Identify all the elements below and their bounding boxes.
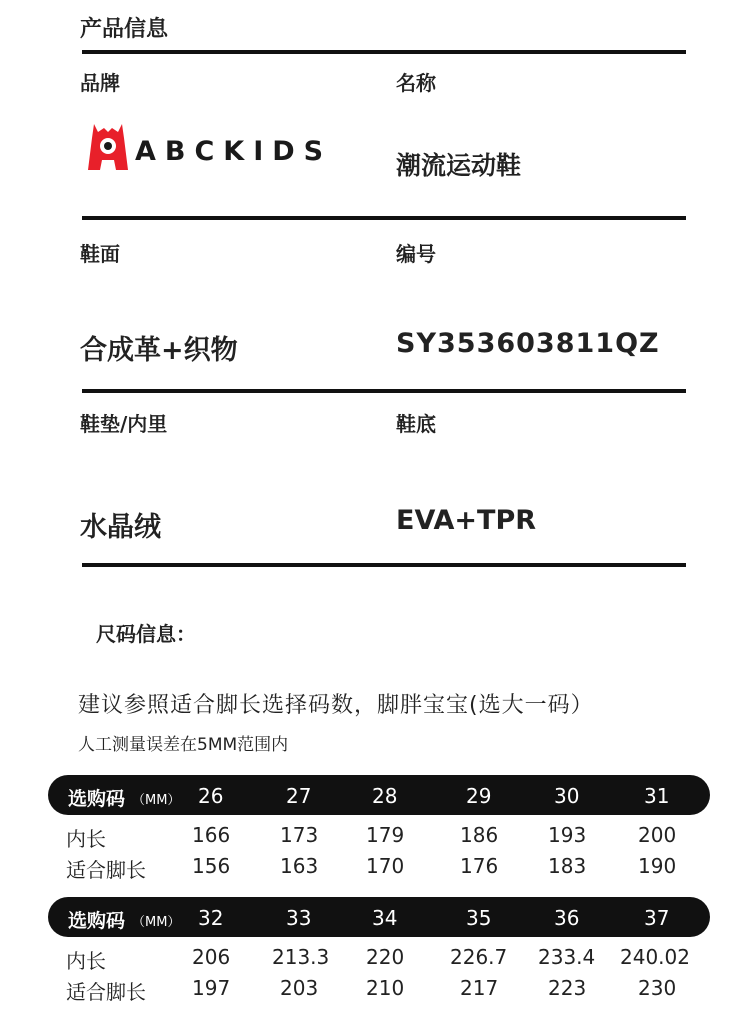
- code-label: 编号: [396, 242, 436, 266]
- inner-length-row: [48, 815, 710, 849]
- foot-length-row: [48, 849, 710, 881]
- monster-logo-icon: [84, 122, 132, 172]
- size-cell: 32: [198, 906, 224, 930]
- row-label: 适合脚长: [66, 980, 146, 1004]
- table-cell: 163: [280, 854, 319, 878]
- table-cell: 203: [280, 976, 319, 1000]
- brand-logo-text: ABCKIDS: [135, 136, 333, 167]
- table-cell: 233.4: [538, 945, 596, 969]
- row-label: 内长: [66, 949, 106, 973]
- inner-length-row: [48, 937, 710, 971]
- size-cell: 30: [554, 784, 580, 808]
- name-value: 潮流运动鞋: [396, 151, 522, 180]
- header-unit: （MM）: [132, 915, 181, 930]
- insole-label: 鞋垫/内里: [80, 412, 168, 436]
- table-cell: 176: [460, 854, 499, 878]
- insole-value: 水晶绒: [80, 512, 161, 543]
- row-label: 内长: [66, 827, 106, 851]
- table-cell: 183: [548, 854, 587, 878]
- table-cell: 226.7: [450, 945, 508, 969]
- table-cell: 197: [192, 976, 231, 1000]
- size-cell: 27: [286, 784, 312, 808]
- size-cell: 29: [466, 784, 492, 808]
- size-header-bar: [48, 775, 710, 815]
- table-cell: 200: [638, 823, 677, 847]
- size-info-title: 尺码信息：: [96, 622, 196, 646]
- code-value: SY353603811QZ: [396, 328, 660, 359]
- divider-top: [82, 50, 686, 54]
- table-cell: 170: [366, 854, 405, 878]
- product-info-title: 产品信息: [80, 17, 169, 42]
- row-label: 适合脚长: [66, 858, 146, 882]
- size-cell: 31: [644, 784, 670, 808]
- table-cell: 223: [548, 976, 587, 1000]
- size-cell: 34: [372, 906, 398, 930]
- brand-label: 品牌: [80, 71, 120, 95]
- table-cell: 217: [460, 976, 499, 1000]
- table-cell: 186: [460, 823, 499, 847]
- table-cell: 173: [280, 823, 319, 847]
- sole-value: EVA+TPR: [396, 505, 537, 536]
- table-cell: 166: [192, 823, 231, 847]
- table-cell: 230: [638, 976, 677, 1000]
- table-cell: 240.02: [620, 945, 690, 969]
- table-cell: 206: [192, 945, 231, 969]
- upper-label: 鞋面: [80, 242, 120, 266]
- foot-length-row: [48, 971, 710, 1003]
- table-cell: 220: [366, 945, 405, 969]
- header-unit: （MM）: [132, 793, 181, 808]
- sole-label: 鞋底: [396, 412, 436, 436]
- brand-logo: [84, 122, 333, 174]
- header-label: 选购码: [68, 788, 126, 810]
- size-cell: 33: [286, 906, 312, 930]
- size-table-1: [48, 775, 710, 881]
- measure-note: 人工测量误差在5MM范围内: [78, 735, 289, 755]
- table-cell: 190: [638, 854, 677, 878]
- name-label: 名称: [396, 71, 436, 95]
- divider-2: [82, 389, 686, 393]
- size-advice: 建议参照适合脚长选择码数，脚胖宝宝(选大一码）: [78, 693, 594, 718]
- table-cell: 213.3: [272, 945, 330, 969]
- upper-value: 合成革+织物: [80, 335, 238, 366]
- size-table-2: [48, 897, 710, 1003]
- header-label: 选购码: [68, 910, 126, 932]
- table-cell: 156: [192, 854, 231, 878]
- table-cell: 193: [548, 823, 587, 847]
- size-cell: 28: [372, 784, 398, 808]
- divider-3: [82, 563, 686, 567]
- size-cell: 26: [198, 784, 224, 808]
- size-cell: 35: [466, 906, 492, 930]
- size-header-bar: [48, 897, 710, 937]
- table-cell: 179: [366, 823, 405, 847]
- divider-1: [82, 216, 686, 220]
- size-cell: 37: [644, 906, 670, 930]
- size-cell: 36: [554, 906, 580, 930]
- table-cell: 210: [366, 976, 405, 1000]
